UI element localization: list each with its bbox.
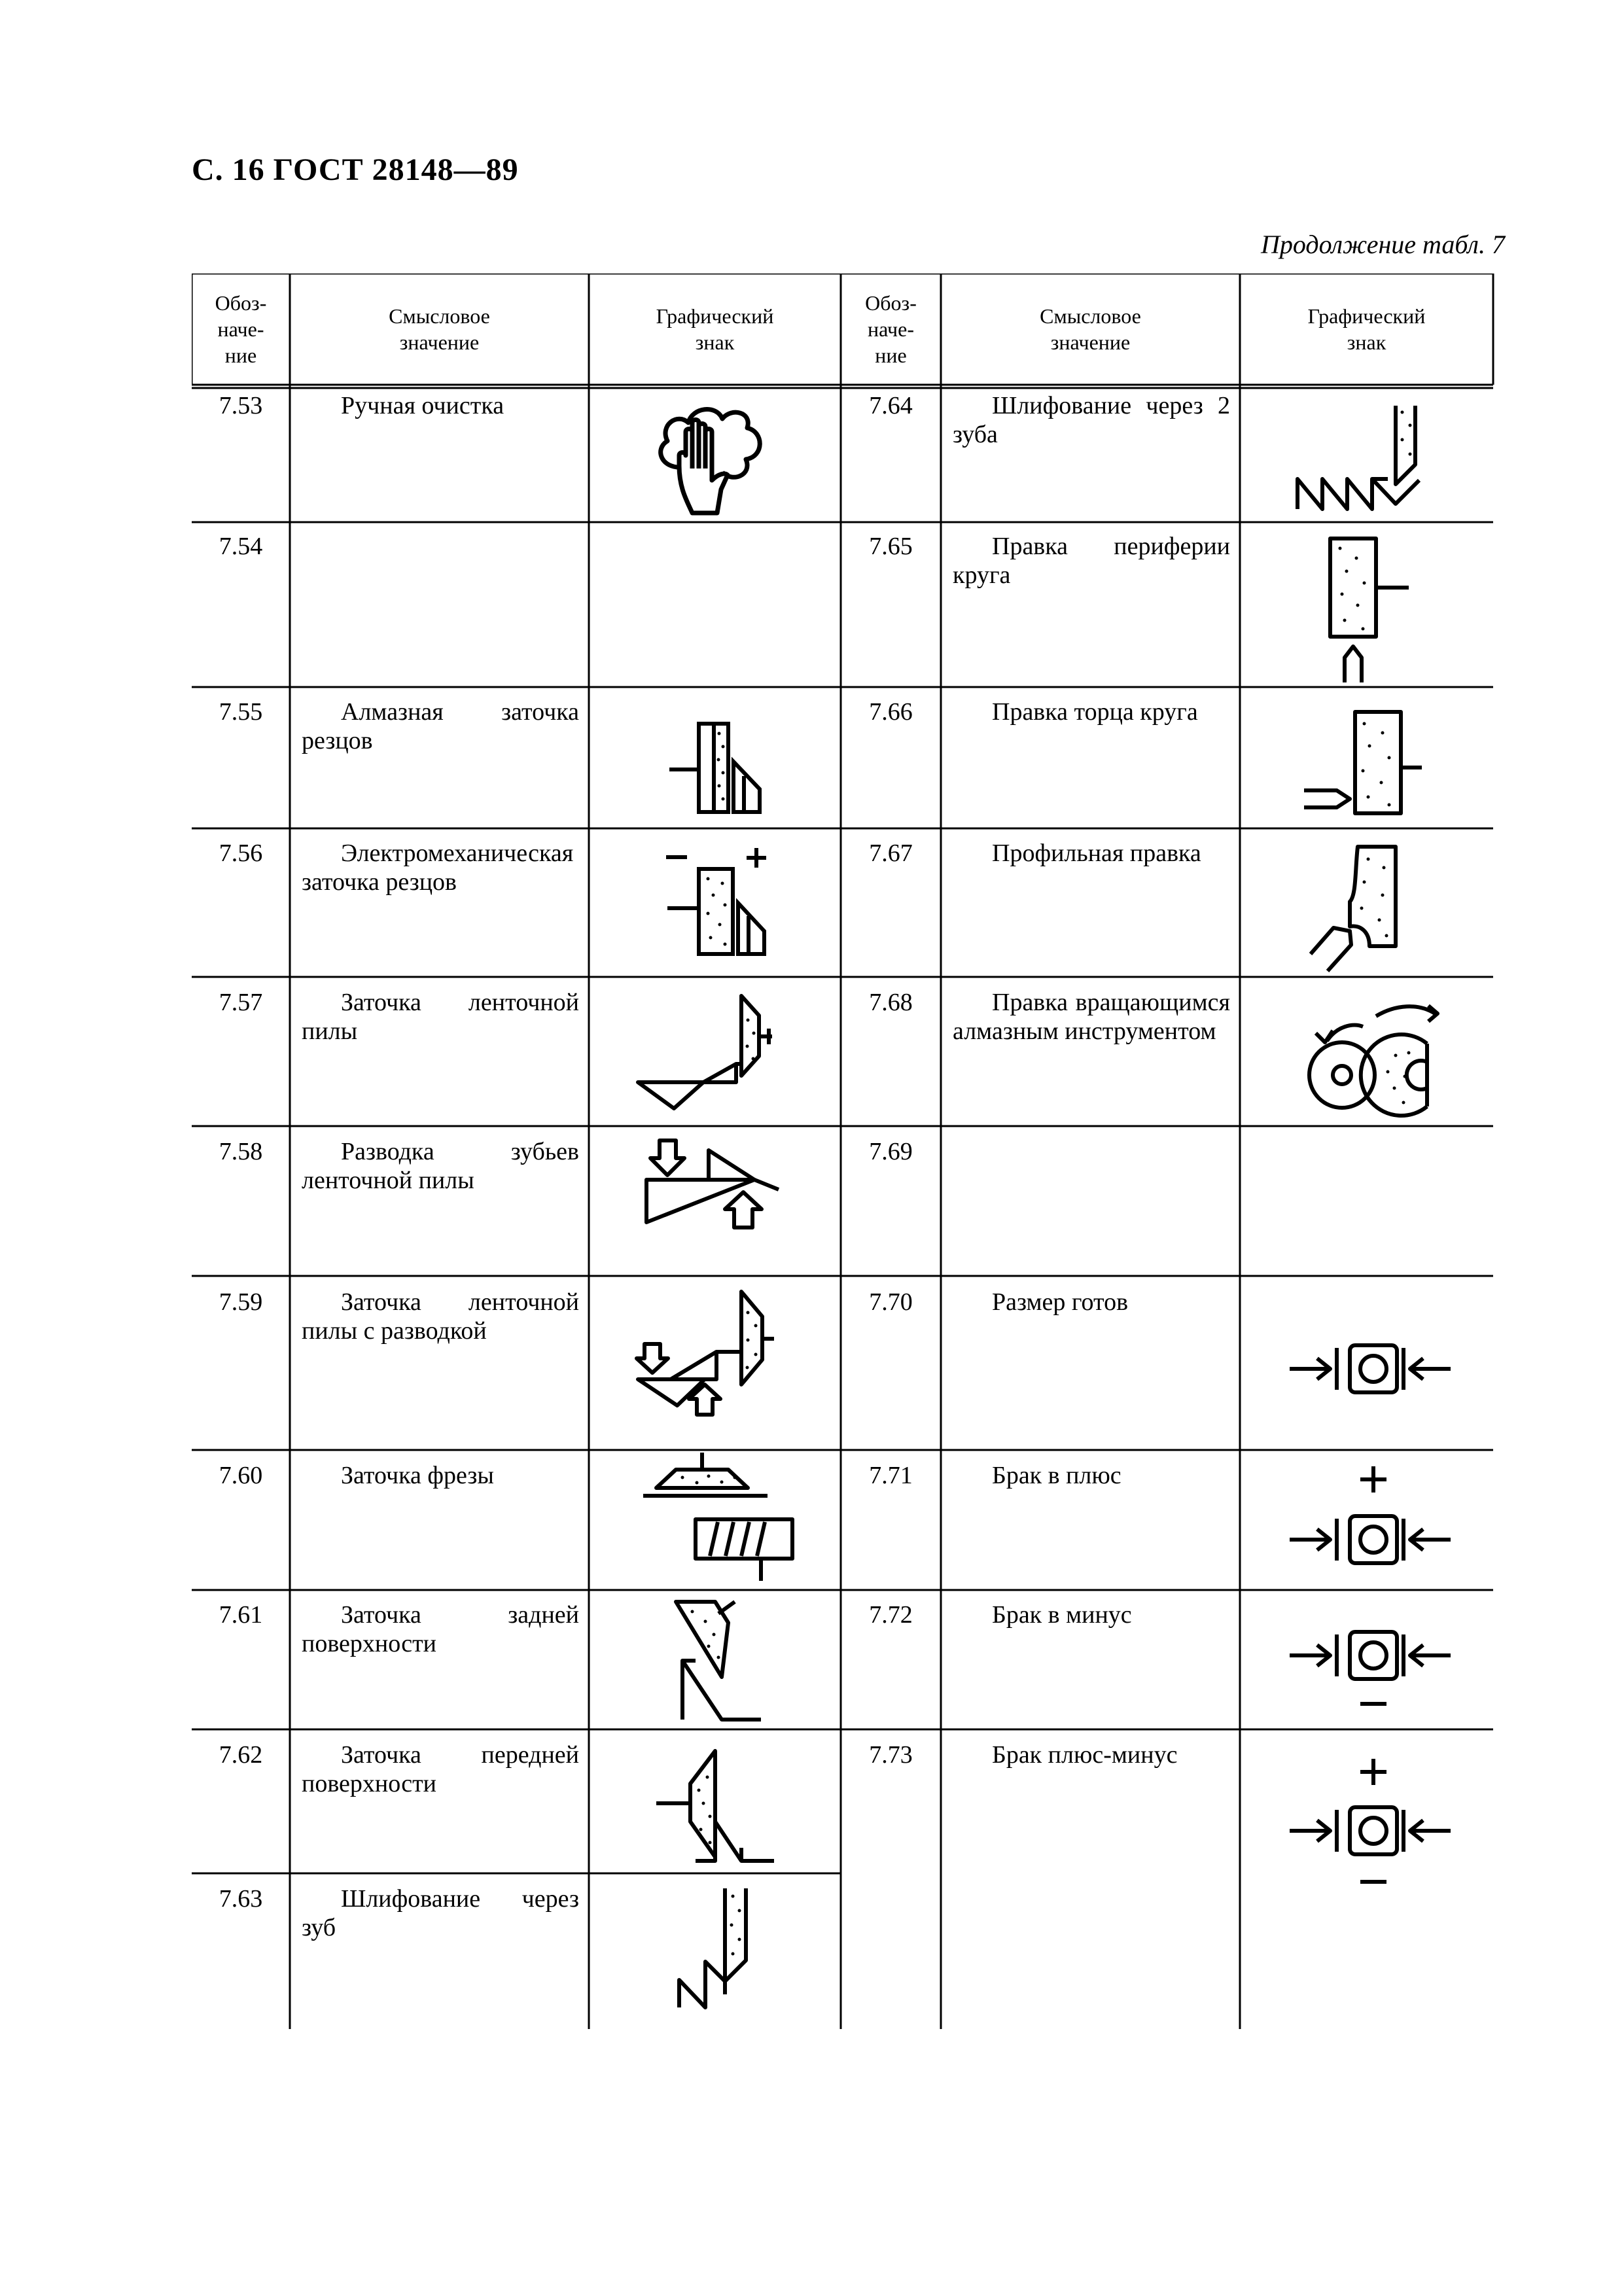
row-code: 7.71 bbox=[869, 1462, 913, 1489]
diamond-tool-sharpening-icon bbox=[663, 711, 781, 819]
row-code: 7.56 bbox=[219, 839, 263, 867]
row-text: Электромеханическая заточка резцов bbox=[302, 839, 574, 896]
row-text: Шлифование через 2 зуба bbox=[953, 392, 1230, 448]
header-sign-right: Графический знак bbox=[1307, 304, 1426, 354]
row-code: 7.66 bbox=[869, 698, 913, 726]
row-code: 7.59 bbox=[219, 1288, 263, 1316]
reject-minus-icon bbox=[1284, 1621, 1455, 1723]
wheel-periphery-dressing-icon bbox=[1317, 532, 1422, 689]
row-code: 7.62 bbox=[219, 1741, 263, 1769]
row-text: Заточка передней поверхности bbox=[302, 1741, 579, 1797]
row-code: 7.63 bbox=[219, 1885, 263, 1913]
cutter-sharpening-icon bbox=[637, 1451, 800, 1585]
electromechanical-sharpening-icon bbox=[660, 843, 790, 964]
row-text: Брак плюс-минус bbox=[992, 1741, 1178, 1769]
row-text: Заточка фрезы bbox=[341, 1462, 494, 1489]
band-saw-sharpening-with-setting-icon bbox=[631, 1286, 788, 1440]
row-text: Разводка зубьев ленточной пилы bbox=[302, 1138, 579, 1194]
profile-dressing-icon bbox=[1304, 843, 1422, 977]
grinding-every-tooth-icon bbox=[673, 1883, 790, 2017]
page-title: С. 16 ГОСТ 28148—89 bbox=[192, 152, 519, 187]
row-text: Заточка задней поверхности bbox=[302, 1601, 579, 1657]
header-sign-left: Графический знак bbox=[656, 304, 774, 354]
row-code: 7.67 bbox=[869, 839, 913, 867]
row-code: 7.73 bbox=[869, 1741, 913, 1769]
row-text: Правка вращающимся алмазным инструментом bbox=[953, 989, 1230, 1045]
row-code: 7.72 bbox=[869, 1601, 913, 1629]
row-code: 7.57 bbox=[219, 989, 263, 1016]
header-code-left: Обоз- наче- ние bbox=[215, 291, 267, 367]
row-code: 7.65 bbox=[869, 533, 913, 560]
wheel-face-dressing-icon bbox=[1297, 705, 1448, 826]
grinding-every-second-tooth-icon bbox=[1291, 399, 1448, 520]
row-text: Алмазная заточка резцов bbox=[302, 698, 579, 754]
front-face-sharpening-icon bbox=[650, 1738, 794, 1872]
row-code: 7.61 bbox=[219, 1601, 263, 1629]
row-code: 7.70 bbox=[869, 1288, 913, 1316]
size-ready-icon bbox=[1284, 1333, 1455, 1409]
row-text: Шлифование через зуб bbox=[302, 1885, 579, 1941]
row-text: Правка торца круга bbox=[992, 698, 1198, 726]
row-text: Заточка ленточной пилы с разводкой bbox=[302, 1288, 579, 1345]
band-saw-sharpening-icon bbox=[631, 991, 788, 1118]
row-code: 7.64 bbox=[869, 392, 913, 419]
band-saw-tooth-setting-icon bbox=[640, 1137, 790, 1271]
row-text: Размер готов bbox=[992, 1288, 1129, 1316]
header-code-right: Обоз- наче- ние bbox=[865, 291, 917, 367]
row-code: 7.53 bbox=[219, 392, 263, 419]
row-text: Правка периферии круга bbox=[953, 533, 1230, 589]
row-text: Профильная правка bbox=[992, 839, 1201, 867]
row-code: 7.58 bbox=[219, 1138, 263, 1165]
row-text: Заточка ленточной пилы bbox=[302, 989, 579, 1045]
row-code: 7.60 bbox=[219, 1462, 263, 1489]
reject-plus-minus-icon bbox=[1284, 1754, 1455, 1907]
row-code: 7.55 bbox=[219, 698, 263, 726]
rotary-diamond-dressing-icon bbox=[1297, 990, 1455, 1124]
table-caption: Продолжение табл. 7 bbox=[1260, 230, 1505, 259]
back-face-sharpening-icon bbox=[656, 1595, 787, 1729]
hand-cleaning-icon bbox=[641, 403, 785, 524]
reject-plus-icon bbox=[1284, 1461, 1455, 1579]
row-text: Ручная очистка bbox=[341, 392, 504, 419]
row-text: Брак в плюс bbox=[992, 1462, 1121, 1489]
row-code: 7.54 bbox=[219, 533, 263, 560]
row-code: 7.68 bbox=[869, 989, 913, 1016]
header-meaning-left: Смысловое значение bbox=[389, 304, 490, 354]
header-meaning-right: Смысловое значение bbox=[1040, 304, 1141, 354]
row-text: Брак в минус bbox=[992, 1601, 1132, 1629]
row-code: 7.69 bbox=[869, 1138, 913, 1165]
